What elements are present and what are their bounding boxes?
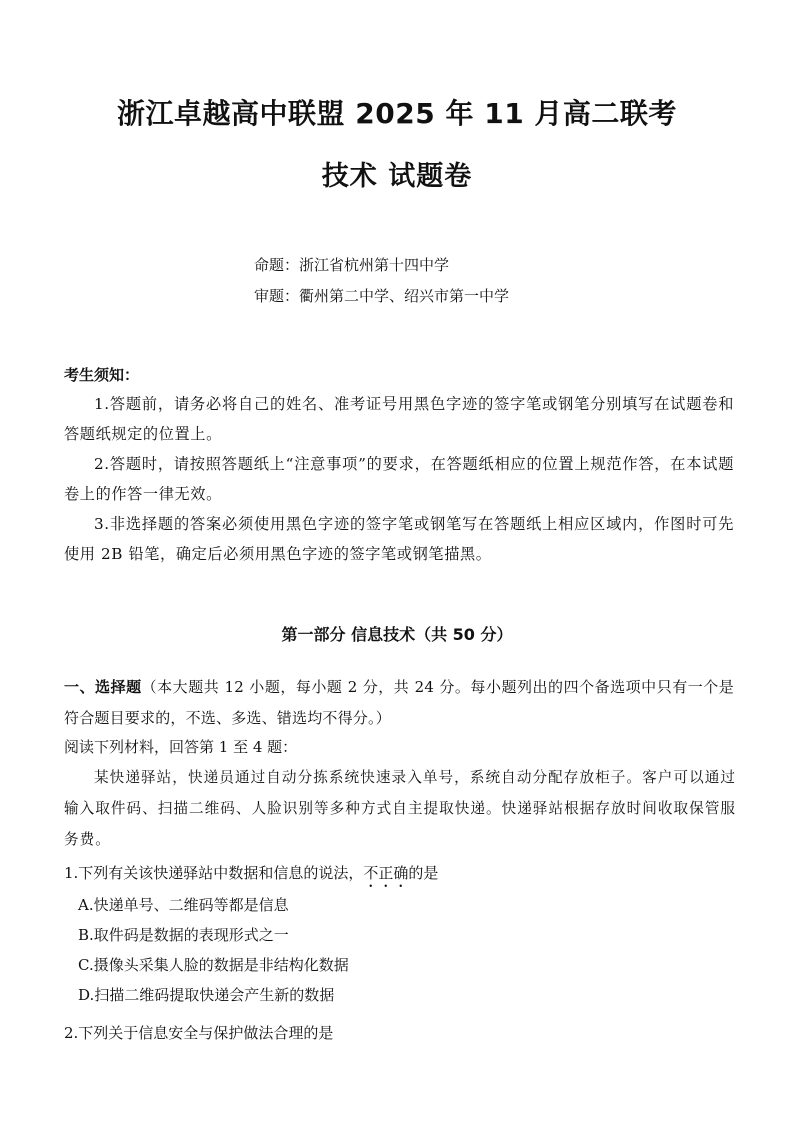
- notice-item: 3.非选择题的答案必须使用黑色字迹的签字笔或钢笔写在答题纸上相应区域内，作图时可先使用 2B 铅笔，确定后必须用黑色字迹的签字笔或钢笔描黑。: [64, 515, 734, 563]
- reviewer-credit: 审题：衢州第二中学、绍兴市第一中学: [254, 287, 510, 305]
- exam-subtitle: 技术 试题卷: [321, 161, 473, 192]
- exam-title: 浙江卓越高中联盟 2025 年 11 月高二联考: [117, 97, 677, 130]
- question-1-stem: [64, 862, 438, 891]
- read-instruction: 阅读下列材料，回答第 1 至 4 题：: [64, 738, 298, 756]
- notice-heading: 考生须知：: [64, 366, 140, 384]
- notice-item: 2.答题时，请按照答题纸上“注意事项”的要求，在答题纸相应的位置上规范作答，在本试题卷上的作答一律无效。: [64, 455, 734, 503]
- section-label: 一、选择题: [64, 678, 142, 696]
- section-description: （本大题共 12 小题，每小题 2 分，共 24 分。每小题列出的四个备选项中只有一个是符合题目要求的，不选、多选、错选均不得分。）: [64, 678, 734, 727]
- notice-item: 1.答题前，请务必将自己的姓名、准考证号用黑色字迹的签字笔或钢笔分别填写在试题卷和答题纸规定的位置上。: [64, 395, 734, 443]
- question-stem-text: 1.下列有关该快递驿站中数据和信息的说法，: [64, 864, 364, 882]
- question-stem-emphasis: 不正确: [363, 864, 409, 882]
- part-heading: 第一部分 信息技术（共 50 分）: [281, 625, 513, 644]
- section-intro: [64, 672, 734, 734]
- option-d: D.扫描二维码提取快递会产生新的数据: [78, 986, 335, 1004]
- author-credit: 命题：浙江省杭州第十四中学: [254, 256, 450, 274]
- question-stem-text: 的是: [408, 864, 439, 882]
- option-b: B.取件码是数据的表现形式之一: [78, 926, 289, 944]
- question-2-stem: 2.下列关于信息安全与保护做法合理的是: [64, 1024, 334, 1042]
- option-c: C.摄像头采集人脸的数据是非结构化数据: [78, 956, 349, 974]
- scenario-text: 某快递驿站，快递员通过自动分拣系统快速录入单号，系统自动分配存放柜子。客户可以通过输入取件码、扫描二维码、人脸识别等多种方式自主提取快递。快递驿站根据存放时间收取保管服务费。: [64, 769, 736, 848]
- option-a: A.快递单号、二维码等都是信息: [78, 896, 289, 914]
